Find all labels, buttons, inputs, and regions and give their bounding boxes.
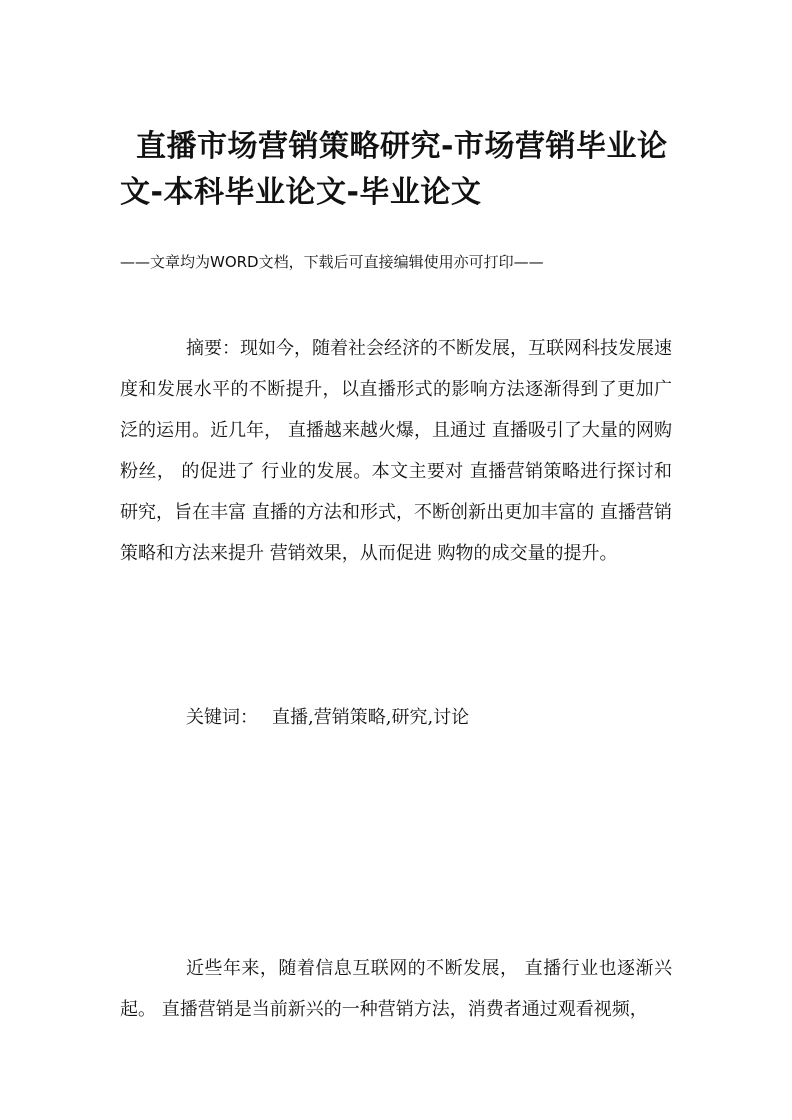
keywords-line xyxy=(186,700,469,736)
keywords-value: 直播,营销策略,研究,讨论 xyxy=(272,707,470,728)
body-paragraph: 近些年来，随着信息互联网的不断发展， 直播行业也逐渐兴起。 直播营销是当前新兴的一种营销方法，消费者通过观看视频， xyxy=(120,958,672,1020)
abstract-paragraph: 摘要：现如今，随着社会经济的不断发展，互联网科技发展速度和发展水平的不断提升，以直播形式的影响方法逐渐得到了更加广泛的运用。近几年， 直播越来越火爆，且通过 直播吸引了大量的网购粉丝， 的促进了 行业的发展。本文主要对 直播营销策略进行探讨和研究，旨在丰富 直播的方法和形式，不断创新出更加丰富的 直播营销策略和方法来提升 营销效果，从而促进 购物的成交量的提升。 xyxy=(120,338,672,564)
document-subtitle: ——文章均为WORD文档，下载后可直接编辑使用亦可打印—— xyxy=(120,253,544,271)
keywords-label: 关键词： xyxy=(186,707,258,728)
document-title: 直播市场营销策略研究-市场营销毕业论文-本科毕业论文-毕业论文 xyxy=(120,129,668,210)
